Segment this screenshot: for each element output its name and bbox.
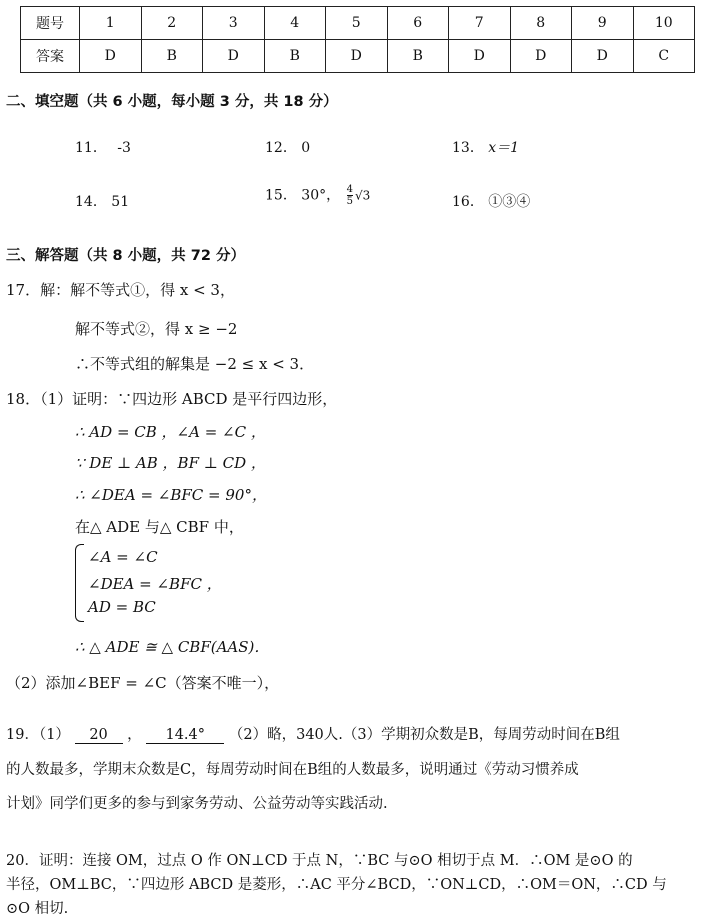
fraction-numerator: 4 bbox=[346, 184, 353, 195]
answer-cell: B bbox=[264, 40, 326, 73]
question-number: 4 bbox=[264, 7, 326, 40]
answer-cell: D bbox=[80, 40, 142, 73]
answer-value: 30°， bbox=[301, 187, 341, 204]
question-number: 5 bbox=[326, 7, 388, 40]
q18-line5: 在△ ADE 与△ CBF 中， bbox=[75, 518, 244, 536]
answer-value: ①③④ bbox=[488, 194, 531, 210]
answer-cell: D bbox=[449, 40, 511, 73]
q18-line6: ∴ △ ADE ≅ △ CBF(AAS)． bbox=[75, 638, 270, 656]
q20-line1: 20．证明：连接 OM，过点 O 作 ON⊥CD 于点 N，∵BC 与⊙O 相切于点 M．∴OM 是⊙O 的 bbox=[6, 853, 633, 869]
answer-value: x＝1 bbox=[488, 140, 520, 156]
q20-line3: ⊙O 相切. bbox=[6, 901, 69, 917]
answer-cell: B bbox=[387, 40, 449, 73]
answer-value: 51 bbox=[111, 194, 130, 210]
fill-answer-12 bbox=[265, 137, 310, 157]
q18-line3: ∵ DE ⊥ AB ，BF ⊥ CD ， bbox=[75, 454, 266, 472]
table-row bbox=[21, 7, 695, 40]
question-number: 2 bbox=[141, 7, 203, 40]
question-number: 11． bbox=[75, 140, 107, 156]
question-number: 1 bbox=[80, 7, 142, 40]
q17-line3: ∴不等式组的解集是 −2 ≤ x < 3． bbox=[75, 355, 315, 373]
section2-title: 二、填空题（共 6 小题，每小题 3 分，共 18 分） bbox=[6, 94, 338, 110]
answer-cell: D bbox=[510, 40, 572, 73]
answer-cell: D bbox=[203, 40, 265, 73]
equation-brace bbox=[75, 544, 84, 622]
q20-line2: 半径，OM⊥BC，∵四边形 ABCD 是菱形，∴AC 平分∠BCD，∵ON⊥CD，∴OM＝ON，∴CD 与 bbox=[6, 877, 667, 893]
question-number: 15． bbox=[265, 187, 297, 204]
q19-comma: ， bbox=[127, 727, 142, 743]
answer-cell: C bbox=[633, 40, 695, 73]
answer-value: -3 bbox=[117, 140, 131, 156]
q19-line2: 的人数最多，学期末众数是C，每周劳动时间在B组的人数最多，说明通过《劳动习惯养成 bbox=[6, 762, 579, 778]
q17-line1: 17．解：解不等式①，得 x < 3， bbox=[6, 281, 235, 299]
fill-answer-11 bbox=[75, 137, 131, 157]
question-number: 16． bbox=[452, 194, 484, 210]
q18-system-line3: AD = BC bbox=[88, 598, 156, 616]
q18-part2: （2）添加∠BEF = ∠C（答案不唯一）， bbox=[6, 674, 280, 692]
fill-answer-13 bbox=[452, 137, 519, 157]
fraction-denominator: 5 bbox=[346, 196, 353, 207]
table-answer-label: 答案 bbox=[21, 40, 80, 73]
question-number: 13． bbox=[452, 140, 484, 156]
question-number: 10 bbox=[633, 7, 695, 40]
question-number: 6 bbox=[387, 7, 449, 40]
q19-line3: 计划》同学们更多的参与到家务劳动、公益劳动等实践活动. bbox=[6, 796, 388, 812]
fill-answer-16 bbox=[452, 191, 530, 211]
fill-answer-15 bbox=[265, 184, 370, 207]
fill-answer-14 bbox=[75, 191, 129, 211]
q19-rest1: （2）略，340人.（3）学期初众数是B，每周劳动时间在B组 bbox=[228, 727, 620, 743]
question-number: 9 bbox=[572, 7, 634, 40]
question-number: 8 bbox=[510, 7, 572, 40]
q18-line2: ∴ AD = CB ，∠A = ∠C ， bbox=[75, 423, 266, 441]
q18-line1: 18．（1）证明：∵四边形 ABCD 是平行四边形， bbox=[6, 390, 338, 408]
section3-title: 三、解答题（共 8 小题，共 72 分） bbox=[6, 248, 245, 264]
answer-table bbox=[20, 6, 695, 73]
q19-prefix: 19．（1） bbox=[6, 727, 70, 743]
q19-blank1: 20 bbox=[75, 727, 123, 744]
question-number: 14． bbox=[75, 194, 107, 210]
q18-line4: ∴ ∠DEA = ∠BFC = 90°， bbox=[75, 486, 267, 504]
question-number: 3 bbox=[203, 7, 265, 40]
q19-line1 bbox=[6, 723, 620, 744]
sqrt-value: √3 bbox=[354, 188, 371, 203]
table-header-label: 题号 bbox=[21, 7, 80, 40]
fraction bbox=[347, 184, 353, 207]
q17-line2: 解不等式②，得 x ≥ −2 bbox=[75, 320, 238, 338]
answer-cell: D bbox=[326, 40, 388, 73]
q19-blank2: 14.4° bbox=[146, 727, 224, 744]
answer-cell: B bbox=[141, 40, 203, 73]
table-row bbox=[21, 40, 695, 73]
q18-system-line2: ∠DEA = ∠BFC ， bbox=[88, 575, 222, 593]
question-number: 12． bbox=[265, 140, 297, 156]
question-number: 7 bbox=[449, 7, 511, 40]
answer-value: 0 bbox=[301, 140, 311, 156]
q18-system-line1: ∠A = ∠C bbox=[88, 548, 158, 566]
answer-cell: D bbox=[572, 40, 634, 73]
